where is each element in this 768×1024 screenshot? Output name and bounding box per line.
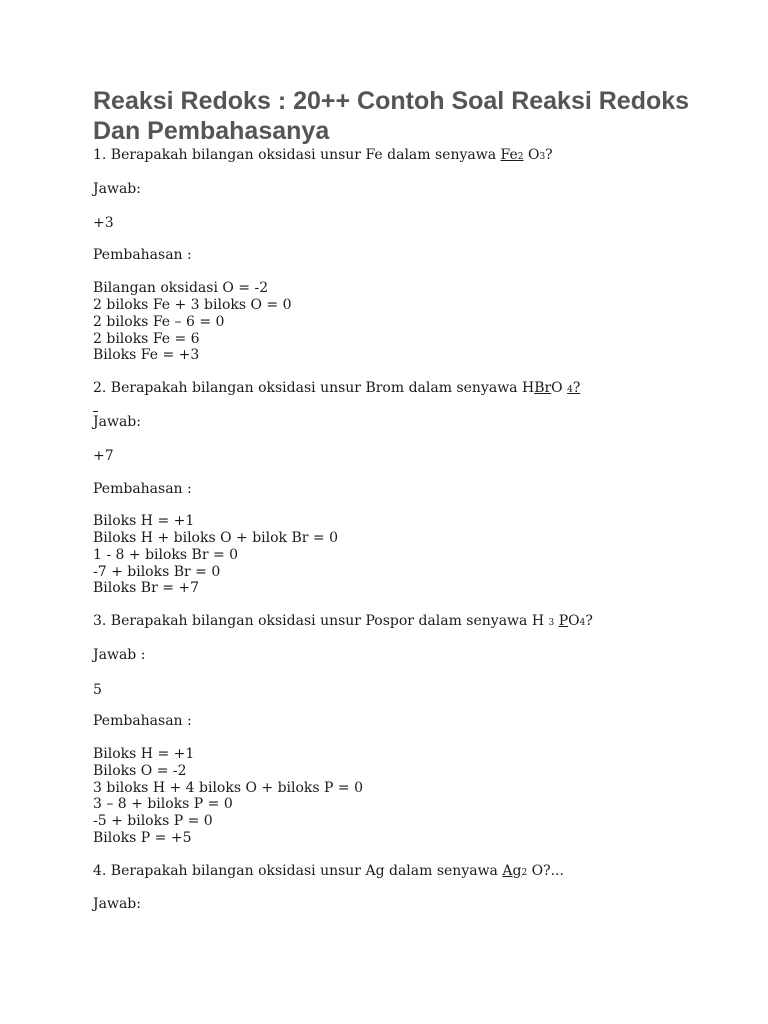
question-end: O?... bbox=[531, 863, 564, 879]
formula-part: H bbox=[531, 613, 545, 629]
formula-link[interactable]: P bbox=[558, 613, 569, 629]
answer-label: Jawab: bbox=[93, 414, 141, 430]
step-line: 2 biloks Fe = 6 bbox=[93, 331, 200, 347]
step-line: -7 + biloks Br = 0 bbox=[93, 564, 221, 580]
formula-subscript: 2 bbox=[521, 868, 528, 878]
formula-link[interactable]: Br bbox=[534, 380, 552, 396]
formula-subscript: 3 bbox=[539, 152, 546, 162]
step-line: -5 + biloks P = 0 bbox=[93, 813, 213, 829]
answer-label: Jawab: bbox=[93, 181, 141, 197]
step-line: Biloks Br = +7 bbox=[93, 580, 200, 596]
formula-link[interactable]: 4? bbox=[567, 380, 581, 396]
discussion-label: Pembahasan : bbox=[93, 481, 192, 497]
page-title: Reaksi Redoks : 20++ Contoh Soal Reaksi Redoks Dan Pembahasanya bbox=[93, 87, 690, 145]
step-line: 3 biloks H + 4 biloks O + biloks P = 0 bbox=[93, 780, 364, 796]
answer-value: +3 bbox=[93, 215, 114, 231]
formula-part: O bbox=[568, 613, 580, 629]
formula-link[interactable]: Ag bbox=[502, 863, 522, 879]
step-line: Biloks P = +5 bbox=[93, 830, 192, 846]
question-3 bbox=[93, 613, 593, 632]
question-text: 3. Berapakah bilangan oksidasi unsur Pospor dalam senyawa bbox=[93, 613, 532, 629]
question-text: 4. Berapakah bilangan oksidasi unsur Ag dalam senyawa bbox=[93, 863, 503, 879]
question-end: ? bbox=[545, 147, 553, 163]
discussion-label: Pembahasan : bbox=[93, 247, 192, 263]
step-line: 1 - 8 + biloks Br = 0 bbox=[93, 547, 239, 563]
formula-part: H bbox=[521, 380, 535, 396]
formula-part: O bbox=[527, 147, 540, 163]
step-line: Biloks H = +1 bbox=[93, 746, 195, 762]
question-4 bbox=[93, 863, 564, 882]
step-line: Biloks H = +1 bbox=[93, 513, 195, 529]
step-line: Biloks O = -2 bbox=[93, 763, 187, 779]
answer-value: +7 bbox=[93, 448, 114, 464]
step-line: 2 biloks Fe + 3 biloks O = 0 bbox=[93, 297, 292, 313]
step-line: 2 biloks Fe – 6 = 0 bbox=[93, 314, 225, 330]
question-1 bbox=[93, 147, 553, 166]
formula-part: O bbox=[551, 380, 563, 396]
step-line: 3 – 8 + biloks P = 0 bbox=[93, 796, 233, 812]
step-line: Bilangan oksidasi O = -2 bbox=[93, 280, 269, 296]
question-text: 1. Berapakah bilangan oksidasi unsur Fe dalam senyawa bbox=[93, 147, 501, 163]
formula-subscript: 4 bbox=[579, 618, 586, 628]
answer-label: Jawab: bbox=[93, 896, 141, 912]
question-text: 2. Berapakah bilangan oksidasi unsur Brom dalam senyawa bbox=[93, 380, 522, 396]
underline-mark bbox=[93, 411, 98, 412]
formula-subscript: 3 bbox=[548, 618, 555, 628]
step-line: Biloks H + biloks O + bilok Br = 0 bbox=[93, 530, 338, 546]
discussion-label: Pembahasan : bbox=[93, 713, 192, 729]
step-line: Biloks Fe = +3 bbox=[93, 347, 200, 363]
answer-label: Jawab : bbox=[93, 647, 146, 663]
formula-link[interactable]: Fe2 bbox=[500, 147, 524, 163]
question-2 bbox=[93, 380, 580, 399]
answer-value: 5 bbox=[93, 682, 102, 698]
question-end: ? bbox=[585, 613, 593, 629]
